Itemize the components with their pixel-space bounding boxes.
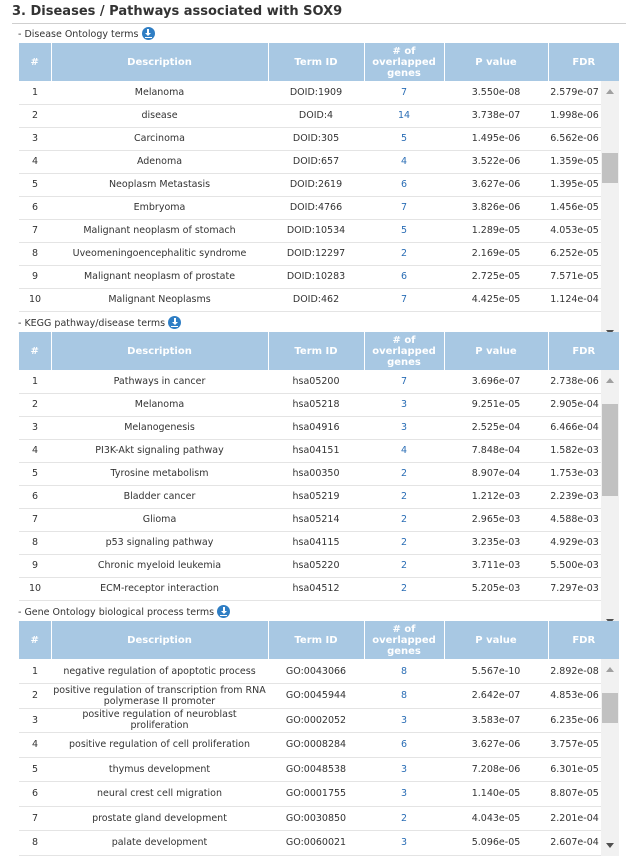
row-overlapped-genes[interactable]: 3 [400,399,408,410]
col-term-id-header[interactable]: Term ID [268,43,364,81]
table-row [19,150,601,173]
row-index: 5 [31,179,39,190]
row-fdr: 2.239e-03 [550,491,599,502]
col-description-header[interactable]: Description [51,43,268,81]
row-fdr: 6.235e-06 [550,714,599,726]
row-overlapped-genes[interactable]: 6 [400,271,408,282]
col-overlapped-genes-header[interactable]: # of overlapped genes [364,332,444,370]
col-fdr-header[interactable]: FDR [548,332,619,370]
row-index: 2 [31,690,39,702]
table-row [19,173,601,196]
vertical-scrollbar[interactable] [601,659,619,856]
table-row [19,554,601,577]
row-fdr: 2.905e-04 [550,399,599,410]
scroll-up-arrow-icon[interactable] [606,89,614,94]
row-index: 8 [31,248,39,259]
row-overlapped-genes[interactable]: 2 [400,514,408,525]
row-fdr: 4.929e-03 [550,537,599,548]
row-description: p53 signaling pathway [105,537,214,548]
row-p-value: 7.208e-06 [471,763,521,775]
row-overlapped-genes[interactable]: 3 [400,788,408,800]
row-fdr: 2.738e-06 [550,375,599,387]
scrollbar-thumb[interactable] [602,404,618,496]
table-header [19,332,619,370]
row-p-value: 3.826e-06 [471,202,521,213]
row-p-value: 5.567e-10 [471,665,521,677]
row-p-value: 4.043e-05 [471,812,521,824]
row-p-value: 7.848e-04 [471,445,521,456]
row-term-id[interactable]: GO:0001755 [285,788,347,800]
row-overlapped-genes[interactable]: 4 [400,445,408,456]
row-description: Uveomeningoencephalitic syndrome [72,248,247,259]
scrollbar-thumb[interactable] [602,153,618,183]
row-description: Chronic myeloid leukemia [97,560,222,571]
row-p-value: 2.725e-05 [471,271,521,282]
row-fdr: 1.998e-06 [550,110,599,121]
go-bp-table [19,621,619,856]
row-fdr: 6.562e-06 [550,133,599,144]
row-p-value: 4.425e-05 [471,294,521,305]
scroll-up-arrow-icon[interactable] [606,667,614,672]
row-index: 3 [31,422,39,433]
row-description: Melanoma [134,86,185,98]
row-description: palate development [111,837,208,849]
row-p-value: 5.096e-05 [471,837,521,849]
table-row [19,806,601,831]
row-description: positive regulation of transcription from RNA polymerase II promoter [53,684,266,707]
row-fdr: 1.753e-03 [550,468,599,479]
row-index: 8 [31,837,39,849]
row-p-value: 3.711e-03 [471,560,521,571]
row-index: 9 [31,560,39,571]
row-p-value: 3.583e-07 [471,714,521,726]
row-index: 10 [28,583,42,594]
row-index: 4 [31,739,39,751]
row-p-value: 1.212e-03 [471,491,521,502]
row-description: ECM-receptor interaction [100,583,219,594]
row-term-id[interactable]: hsa05219 [292,491,340,502]
row-description: Tyrosine metabolism [110,468,209,479]
row-description: Adenoma [136,156,183,167]
row-overlapped-genes[interactable]: 7 [400,202,408,213]
row-fdr: 3.757e-05 [550,739,599,751]
table-row [19,485,601,508]
row-fdr: 5.500e-03 [550,560,599,571]
row-p-value: 3.550e-08 [471,86,521,98]
row-term-id[interactable]: DOID:12297 [286,248,346,259]
row-overlapped-genes[interactable]: 3 [400,422,408,433]
col-index-header[interactable]: # [30,634,39,646]
table-row [19,370,601,393]
table-row [19,531,601,554]
row-overlapped-genes[interactable]: 2 [400,583,408,594]
col-fdr-header[interactable]: FDR [548,621,619,659]
row-overlapped-genes[interactable]: 5 [400,133,408,144]
row-overlapped-genes[interactable]: 6 [400,739,408,751]
row-fdr: 4.053e-05 [550,225,599,236]
download-icon[interactable] [142,27,155,40]
page-title: 3. Diseases / Pathways associated with SOX9 [12,2,626,24]
row-fdr: 1.124e-04 [550,294,599,305]
row-fdr: 7.571e-05 [550,271,599,282]
row-index: 1 [31,86,39,98]
row-index: 2 [31,399,39,410]
table-row [19,265,601,288]
table-row [19,708,601,733]
row-term-id[interactable]: hsa04512 [292,583,340,594]
table-row [19,127,601,150]
row-overlapped-genes[interactable]: 7 [400,294,408,305]
row-fdr: 1.395e-05 [550,179,599,190]
row-p-value: 3.522e-06 [471,156,521,167]
col-index-header[interactable]: # [30,56,39,68]
row-overlapped-genes[interactable]: 5 [400,225,408,236]
row-term-id[interactable]: hsa04115 [292,537,340,548]
table-body-scroll-area[interactable] [19,81,619,343]
row-term-id[interactable]: GO:0008284 [285,739,347,751]
row-fdr: 6.466e-04 [550,422,599,433]
row-p-value: 9.251e-05 [471,399,521,410]
row-term-id[interactable]: hsa04151 [292,445,340,456]
row-index: 5 [31,468,39,479]
row-fdr: 2.201e-04 [550,812,599,824]
row-term-id[interactable]: DOID:657 [292,156,340,167]
row-p-value: 5.205e-03 [471,583,521,594]
row-p-value: 2.642e-07 [471,690,521,702]
table-row [19,288,601,311]
section-label-disease-ontology: - Disease Ontology terms [18,27,155,43]
table-body-scroll-area[interactable] [19,370,619,632]
row-p-value: 3.627e-06 [471,739,521,751]
row-p-value: 3.738e-07 [471,110,521,121]
row-fdr: 4.853e-06 [550,690,599,702]
table-row [19,782,601,807]
col-p-value-header[interactable]: P value [444,43,548,81]
row-overlapped-genes[interactable]: 4 [400,156,408,167]
row-index: 9 [31,271,39,282]
row-description: positive regulation of neuroblast proliferation [82,709,237,732]
row-index: 4 [31,445,39,456]
row-term-id[interactable]: GO:0060021 [285,837,347,849]
download-icon[interactable] [217,605,230,618]
row-index: 7 [31,812,39,824]
row-overlapped-genes[interactable]: 2 [400,560,408,571]
row-p-value: 8.907e-04 [471,468,521,479]
row-description: Pathways in cancer [113,375,206,387]
scrollbar-thumb[interactable] [602,693,618,723]
download-icon[interactable] [168,316,181,329]
disease-ontology-table [19,43,619,343]
row-index: 8 [31,537,39,548]
section-label-go-bp: - Gene Ontology biological process terms [18,605,230,621]
row-term-id[interactable]: DOID:4 [298,110,334,121]
row-term-id[interactable]: hsa05214 [292,514,340,525]
table-row [19,684,601,709]
row-term-id[interactable]: GO:0043066 [285,665,347,677]
table-row [19,104,601,127]
row-overlapped-genes[interactable]: 2 [400,248,408,259]
row-index: 5 [31,763,39,775]
row-p-value: 3.627e-06 [471,179,521,190]
kegg-table [19,332,619,632]
row-index: 7 [31,514,39,525]
row-fdr: 4.588e-03 [550,514,599,525]
row-index: 6 [31,202,39,213]
col-p-value-header[interactable]: P value [444,621,548,659]
row-fdr: 1.359e-05 [550,156,599,167]
table-row [19,462,601,485]
row-overlapped-genes[interactable]: 14 [397,110,411,121]
table-header [19,621,619,659]
row-overlapped-genes[interactable]: 3 [400,714,408,726]
row-description: Carcinoma [134,133,185,144]
row-description: negative regulation of apoptotic process [63,665,256,677]
row-description: prostate gland development [92,812,227,824]
row-fdr: 2.579e-07 [550,86,599,98]
table-row [19,439,601,462]
row-overlapped-genes[interactable]: 2 [400,468,408,479]
scroll-down-arrow-icon[interactable] [606,843,614,848]
row-term-id[interactable]: hsa05218 [292,399,340,410]
row-p-value: 2.525e-04 [471,422,521,433]
vertical-scrollbar[interactable] [601,81,619,343]
row-index: 7 [31,225,39,236]
row-index: 3 [31,714,39,726]
row-overlapped-genes[interactable]: 6 [400,179,408,190]
row-index: 4 [31,156,39,167]
col-index-header[interactable]: # [30,345,39,357]
table-row [19,659,601,684]
row-overlapped-genes[interactable]: 2 [400,537,408,548]
row-index: 3 [31,133,39,144]
row-fdr: 6.301e-05 [550,763,599,775]
row-p-value: 1.289e-05 [471,225,521,236]
row-term-id[interactable]: GO:0002052 [285,714,347,726]
table-row [19,242,601,265]
row-p-value: 3.696e-07 [471,375,521,387]
row-index: 6 [31,788,39,800]
row-term-id[interactable]: GO:0045944 [285,690,347,702]
row-fdr: 6.252e-05 [550,248,599,259]
row-p-value: 3.235e-03 [471,537,521,548]
row-overlapped-genes[interactable]: 2 [400,812,408,824]
section-label-kegg: - KEGG pathway/disease terms [18,316,181,332]
row-description: Malignant neoplasm of stomach [83,225,236,236]
row-fdr: 8.807e-05 [550,788,599,800]
row-overlapped-genes[interactable]: 2 [400,491,408,502]
row-p-value: 2.965e-03 [471,514,521,525]
table-row [19,196,601,219]
row-description: Melanoma [134,399,185,410]
table-header [19,43,619,81]
row-description: Glioma [142,514,177,525]
row-term-id[interactable]: GO:0030850 [285,812,347,824]
col-fdr-header[interactable]: FDR [548,43,619,81]
row-index: 1 [31,665,39,677]
row-fdr: 2.892e-08 [550,665,599,677]
row-description: Malignant Neoplasms [108,294,211,305]
row-p-value: 1.495e-06 [471,133,521,144]
row-overlapped-genes[interactable]: 3 [400,763,408,775]
table-row [19,757,601,782]
row-index: 1 [31,375,39,387]
table-row [19,733,601,758]
row-term-id[interactable]: DOID:10283 [286,271,346,282]
row-fdr: 1.582e-03 [550,445,599,456]
row-term-id[interactable]: hsa05220 [292,560,340,571]
col-p-value-header[interactable]: P value [444,332,548,370]
row-description: neural crest cell migration [97,788,222,800]
col-overlapped-genes-header[interactable]: # of overlapped genes [364,43,444,81]
row-p-value: 1.140e-05 [471,788,521,800]
col-description-header[interactable]: Description [51,621,268,659]
col-description-header[interactable]: Description [51,332,268,370]
row-overlapped-genes[interactable]: 7 [400,375,408,387]
row-term-id[interactable]: DOID:462 [292,294,340,305]
row-description: Malignant neoplasm of prostate [83,271,236,282]
scroll-up-arrow-icon[interactable] [606,378,614,383]
row-fdr: 2.607e-04 [550,837,599,849]
row-term-id[interactable]: hsa05200 [292,375,340,387]
col-term-id-header[interactable]: Term ID [268,621,364,659]
col-overlapped-genes-header[interactable]: # of overlapped genes [364,621,444,659]
row-term-id[interactable]: DOID:10534 [286,225,346,236]
table-row [19,219,601,242]
table-row [19,393,601,416]
row-p-value: 2.169e-05 [471,248,521,259]
table-row [19,81,601,104]
table-row [19,831,601,856]
row-description: Neoplasm Metastasis [108,179,211,190]
row-term-id[interactable]: hsa00350 [292,468,340,479]
row-fdr: 1.456e-05 [550,202,599,213]
row-overlapped-genes[interactable]: 8 [400,665,408,677]
row-term-id[interactable]: hsa04916 [292,422,340,433]
row-description: thymus development [108,763,211,775]
row-overlapped-genes[interactable]: 3 [400,837,408,849]
row-overlapped-genes[interactable]: 7 [400,86,408,98]
row-description: Melanogenesis [124,422,195,433]
table-body-scroll-area[interactable] [19,659,619,856]
row-index: 6 [31,491,39,502]
row-index: 2 [31,110,39,121]
row-overlapped-genes[interactable]: 8 [400,690,408,702]
table-row [19,508,601,531]
row-description: disease [141,110,178,121]
row-description: PI3K-Akt signaling pathway [95,445,224,456]
row-description: Embryoma [133,202,186,213]
row-term-id[interactable]: DOID:4766 [289,202,343,213]
row-term-id[interactable]: GO:0048538 [285,763,347,775]
table-row [19,416,601,439]
col-term-id-header[interactable]: Term ID [268,332,364,370]
table-row [19,577,601,600]
row-term-id[interactable]: DOID:305 [292,133,340,144]
row-index: 10 [28,294,42,305]
row-term-id[interactable]: DOID:2619 [289,179,343,190]
row-description: Bladder cancer [123,491,196,502]
row-fdr: 7.297e-03 [550,583,599,594]
row-description: positive regulation of cell proliferation [68,739,251,751]
row-term-id[interactable]: DOID:1909 [289,86,343,98]
vertical-scrollbar[interactable] [601,370,619,632]
